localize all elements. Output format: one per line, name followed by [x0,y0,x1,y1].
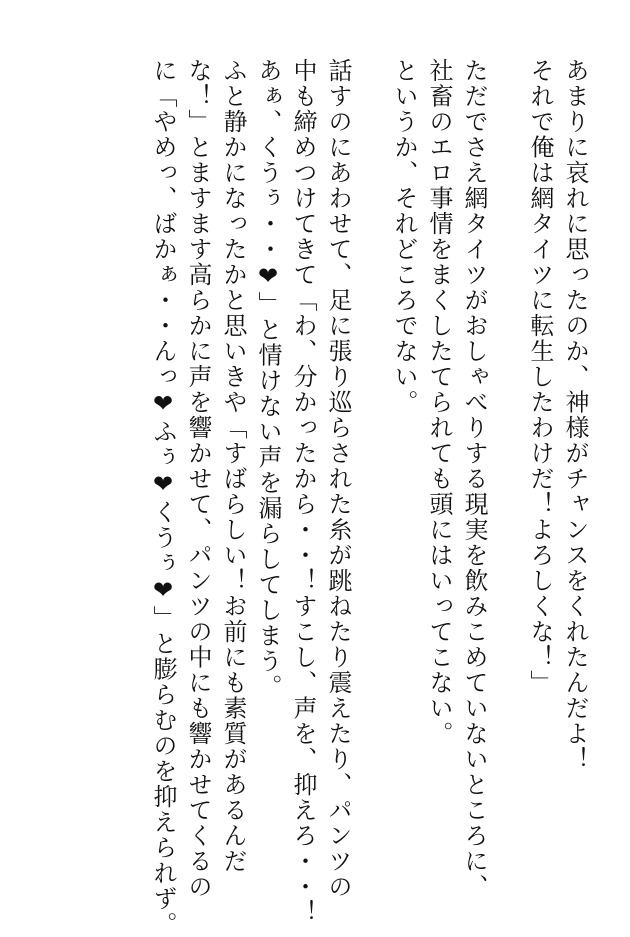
text-line: ふと静かになったかと思いきや「すばらしい！お前にも素質があるんだ [219,58,247,874]
text-line: 社畜のエロ事情をまくしたてられても頭にはいってこない。 [425,58,453,747]
paragraph-gap [491,58,522,838]
text-line: ただでさえ網タイツがおしゃべりする現実を飲みこめていないところに、 [460,58,488,900]
text-line: というか、それどころでない。 [390,58,418,415]
text-line: に「やめっ、ばかぁ・・んっ❤ふぅ❤くうぅ❤」と膨らむのを抑えられず。 [149,58,177,937]
paragraph-gap [355,58,386,838]
text-line: 中も締めつけてきて「わ、分かったから・・！すこし、声を、抑えろ・・！ [289,58,317,925]
text-line: それで俺は網タイツに転生したわけだ！よろしくな！」 [526,58,554,696]
text-line: あぁ、くうぅ・・❤」と情けない声を漏らしてしまう。 [254,58,282,700]
text-line: 話すのにあわせて、足に張り巡らされた糸が跳ねたり震えたり、パンツの [324,58,352,900]
paragraph [145,58,355,937]
vertical-text-body [145,58,592,937]
paragraph [522,58,592,838]
text-line: な！」とますます高らかに声を響かせて、パンツの中にも響かせてくるの [184,58,212,900]
text-line: あまりに哀れに思ったのか、神様がチャンスをくれたんだよ！ [561,58,589,772]
paragraph [386,58,491,900]
